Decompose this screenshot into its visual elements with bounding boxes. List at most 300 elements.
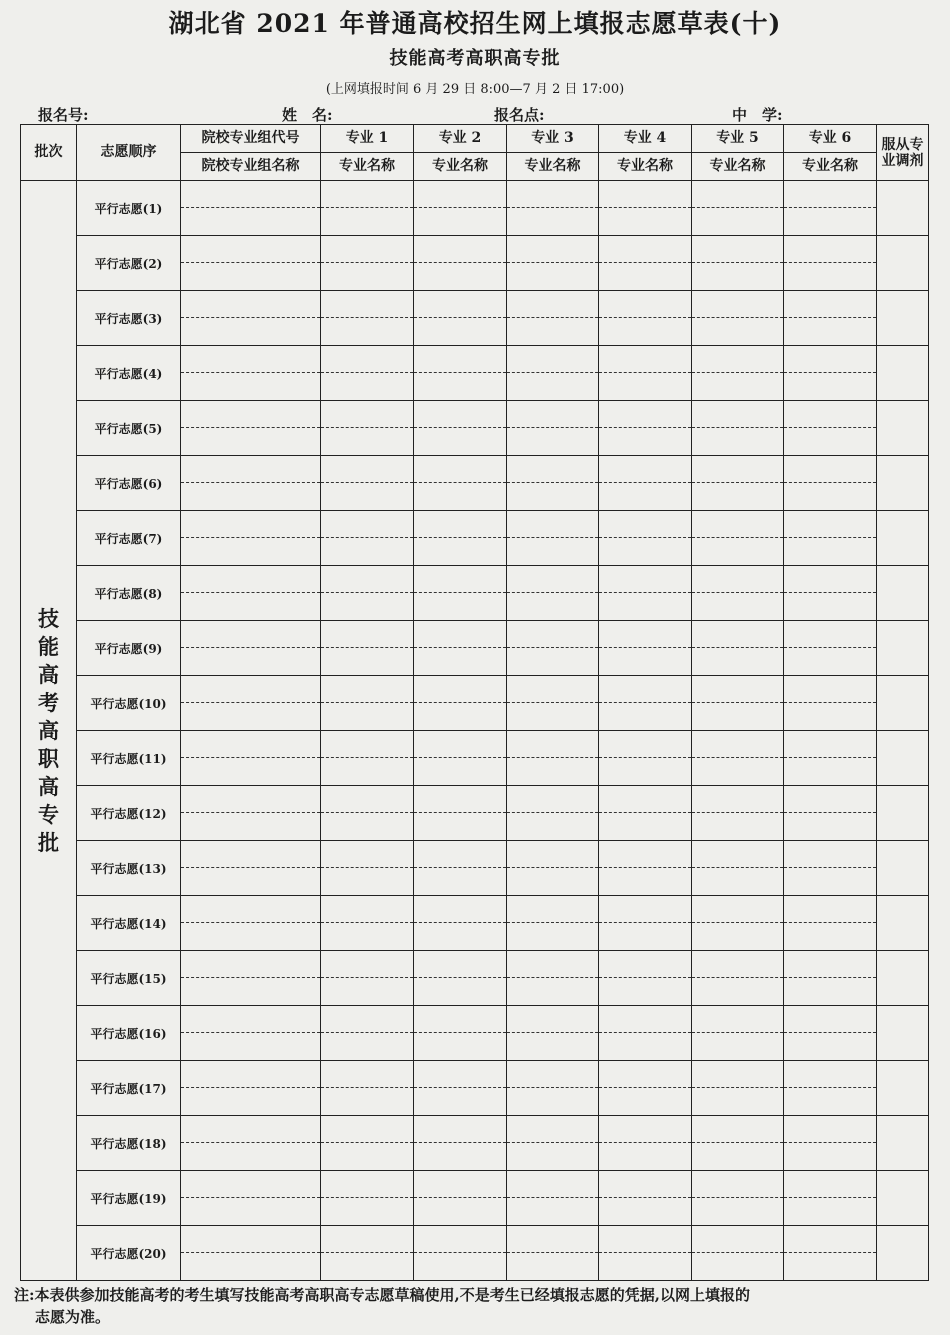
major-code-field[interactable] [692, 1061, 783, 1088]
major-name-field[interactable] [507, 1143, 598, 1170]
group-code-field[interactable] [181, 951, 320, 978]
major-code-field[interactable] [784, 841, 876, 868]
major-code-field[interactable] [507, 731, 598, 758]
major-6-entry-cell[interactable] [784, 841, 877, 896]
major-5-entry-cell[interactable] [692, 841, 784, 896]
major-code-field[interactable] [507, 566, 598, 593]
major-code-field[interactable] [321, 1226, 413, 1253]
major-name-field[interactable] [599, 373, 691, 400]
group-code-field[interactable] [181, 1006, 320, 1033]
major-name-field[interactable] [692, 208, 783, 235]
major-name-field[interactable] [599, 1198, 691, 1225]
major-6-entry-cell[interactable] [784, 401, 877, 456]
major-code-field[interactable] [321, 566, 413, 593]
major-name-field[interactable] [321, 208, 413, 235]
major-code-field[interactable] [414, 896, 506, 923]
group-entry-cell[interactable] [181, 236, 321, 291]
major-3-entry-cell[interactable] [507, 951, 599, 1006]
major-code-field[interactable] [784, 181, 876, 208]
major-code-field[interactable] [784, 456, 876, 483]
major-code-field[interactable] [321, 951, 413, 978]
group-code-field[interactable] [181, 511, 320, 538]
major-name-field[interactable] [507, 483, 598, 510]
major-code-field[interactable] [321, 896, 413, 923]
adjust-field[interactable] [877, 621, 929, 676]
major-code-field[interactable] [599, 896, 691, 923]
major-name-field[interactable] [507, 703, 598, 730]
major-code-field[interactable] [784, 1006, 876, 1033]
major-code-field[interactable] [599, 1171, 691, 1198]
major-6-entry-cell[interactable] [784, 676, 877, 731]
major-name-field[interactable] [321, 1143, 413, 1170]
major-name-field[interactable] [784, 208, 876, 235]
adjust-field[interactable] [877, 291, 929, 346]
major-name-field[interactable] [692, 758, 783, 785]
major-name-field[interactable] [507, 208, 598, 235]
group-name-field[interactable] [181, 648, 320, 675]
major-6-entry-cell[interactable] [784, 731, 877, 786]
major-code-field[interactable] [321, 1061, 413, 1088]
major-6-entry-cell[interactable] [784, 456, 877, 511]
major-code-field[interactable] [321, 676, 413, 703]
major-6-entry-cell[interactable] [784, 896, 877, 951]
major-4-entry-cell[interactable] [599, 1226, 692, 1281]
major-name-field[interactable] [321, 1033, 413, 1060]
major-code-field[interactable] [784, 1226, 876, 1253]
major-name-field[interactable] [692, 703, 783, 730]
major-code-field[interactable] [414, 236, 506, 263]
major-4-entry-cell[interactable] [599, 786, 692, 841]
major-code-field[interactable] [599, 236, 691, 263]
major-code-field[interactable] [784, 1171, 876, 1198]
major-name-field[interactable] [692, 1198, 783, 1225]
major-code-field[interactable] [507, 1171, 598, 1198]
adjust-field[interactable] [877, 346, 929, 401]
major-4-entry-cell[interactable] [599, 346, 692, 401]
major-code-field[interactable] [692, 511, 783, 538]
major-code-field[interactable] [784, 731, 876, 758]
major-4-entry-cell[interactable] [599, 236, 692, 291]
group-code-field[interactable] [181, 786, 320, 813]
major-name-field[interactable] [784, 1088, 876, 1115]
major-3-entry-cell[interactable] [507, 181, 599, 236]
group-entry-cell[interactable] [181, 181, 321, 236]
major-code-field[interactable] [784, 1116, 876, 1143]
group-name-field[interactable] [181, 1143, 320, 1170]
major-6-entry-cell[interactable] [784, 236, 877, 291]
major-name-field[interactable] [321, 1088, 413, 1115]
major-1-entry-cell[interactable] [321, 841, 414, 896]
group-code-field[interactable] [181, 456, 320, 483]
major-code-field[interactable] [321, 401, 413, 428]
major-3-entry-cell[interactable] [507, 1171, 599, 1226]
major-code-field[interactable] [507, 1116, 598, 1143]
major-name-field[interactable] [692, 923, 783, 950]
major-code-field[interactable] [692, 236, 783, 263]
major-name-field[interactable] [599, 428, 691, 455]
group-code-field[interactable] [181, 896, 320, 923]
major-code-field[interactable] [414, 841, 506, 868]
major-name-field[interactable] [692, 428, 783, 455]
major-name-field[interactable] [784, 813, 876, 840]
major-1-entry-cell[interactable] [321, 291, 414, 346]
major-code-field[interactable] [599, 786, 691, 813]
major-name-field[interactable] [784, 1033, 876, 1060]
major-code-field[interactable] [692, 1171, 783, 1198]
adjust-field[interactable] [877, 896, 929, 951]
major-name-field[interactable] [599, 483, 691, 510]
major-name-field[interactable] [784, 1253, 876, 1280]
major-code-field[interactable] [414, 731, 506, 758]
major-1-entry-cell[interactable] [321, 1006, 414, 1061]
major-2-entry-cell[interactable] [414, 1171, 507, 1226]
group-entry-cell[interactable] [181, 1226, 321, 1281]
major-6-entry-cell[interactable] [784, 951, 877, 1006]
major-name-field[interactable] [414, 428, 506, 455]
major-6-entry-cell[interactable] [784, 346, 877, 401]
major-2-entry-cell[interactable] [414, 951, 507, 1006]
major-code-field[interactable] [784, 346, 876, 373]
major-code-field[interactable] [692, 346, 783, 373]
major-code-field[interactable] [784, 951, 876, 978]
major-code-field[interactable] [414, 511, 506, 538]
major-name-field[interactable] [784, 868, 876, 895]
group-name-field[interactable] [181, 538, 320, 565]
major-code-field[interactable] [321, 841, 413, 868]
major-name-field[interactable] [414, 538, 506, 565]
group-name-field[interactable] [181, 923, 320, 950]
major-name-field[interactable] [414, 978, 506, 1005]
major-code-field[interactable] [414, 566, 506, 593]
major-code-field[interactable] [692, 401, 783, 428]
major-name-field[interactable] [599, 593, 691, 620]
group-entry-cell[interactable] [181, 1116, 321, 1171]
major-code-field[interactable] [599, 1226, 691, 1253]
group-code-field[interactable] [181, 291, 320, 318]
major-name-field[interactable] [414, 1033, 506, 1060]
major-name-field[interactable] [692, 648, 783, 675]
major-code-field[interactable] [414, 456, 506, 483]
major-name-field[interactable] [599, 703, 691, 730]
group-entry-cell[interactable] [181, 951, 321, 1006]
major-name-field[interactable] [321, 373, 413, 400]
adjust-field[interactable] [877, 1061, 929, 1116]
major-5-entry-cell[interactable] [692, 291, 784, 346]
major-name-field[interactable] [321, 263, 413, 290]
major-name-field[interactable] [507, 1198, 598, 1225]
major-name-field[interactable] [507, 1033, 598, 1060]
adjust-field[interactable] [877, 1116, 929, 1171]
major-code-field[interactable] [692, 896, 783, 923]
major-name-field[interactable] [414, 703, 506, 730]
major-1-entry-cell[interactable] [321, 731, 414, 786]
major-1-entry-cell[interactable] [321, 1061, 414, 1116]
major-name-field[interactable] [599, 1033, 691, 1060]
group-name-field[interactable] [181, 1088, 320, 1115]
major-name-field[interactable] [321, 758, 413, 785]
major-2-entry-cell[interactable] [414, 456, 507, 511]
major-4-entry-cell[interactable] [599, 1061, 692, 1116]
major-5-entry-cell[interactable] [692, 566, 784, 621]
major-4-entry-cell[interactable] [599, 841, 692, 896]
major-3-entry-cell[interactable] [507, 346, 599, 401]
major-code-field[interactable] [321, 456, 413, 483]
group-name-field[interactable] [181, 1198, 320, 1225]
major-2-entry-cell[interactable] [414, 1226, 507, 1281]
group-code-field[interactable] [181, 1116, 320, 1143]
major-3-entry-cell[interactable] [507, 236, 599, 291]
major-name-field[interactable] [321, 1253, 413, 1280]
adjust-field[interactable] [877, 511, 929, 566]
group-entry-cell[interactable] [181, 676, 321, 731]
major-3-entry-cell[interactable] [507, 511, 599, 566]
major-name-field[interactable] [599, 538, 691, 565]
major-3-entry-cell[interactable] [507, 676, 599, 731]
major-6-entry-cell[interactable] [784, 1061, 877, 1116]
adjust-field[interactable] [877, 566, 929, 621]
major-code-field[interactable] [784, 511, 876, 538]
adjust-field[interactable] [877, 1171, 929, 1226]
major-code-field[interactable] [507, 236, 598, 263]
major-name-field[interactable] [692, 813, 783, 840]
group-entry-cell[interactable] [181, 896, 321, 951]
major-name-field[interactable] [599, 1088, 691, 1115]
major-5-entry-cell[interactable] [692, 1226, 784, 1281]
major-name-field[interactable] [599, 263, 691, 290]
major-name-field[interactable] [784, 923, 876, 950]
group-name-field[interactable] [181, 428, 320, 455]
group-entry-cell[interactable] [181, 1006, 321, 1061]
major-code-field[interactable] [507, 786, 598, 813]
group-entry-cell[interactable] [181, 511, 321, 566]
adjust-field[interactable] [877, 786, 929, 841]
adjust-field[interactable] [877, 841, 929, 896]
major-code-field[interactable] [784, 236, 876, 263]
major-5-entry-cell[interactable] [692, 1061, 784, 1116]
group-name-field[interactable] [181, 318, 320, 345]
major-name-field[interactable] [507, 813, 598, 840]
group-name-field[interactable] [181, 593, 320, 620]
major-6-entry-cell[interactable] [784, 1226, 877, 1281]
group-code-field[interactable] [181, 621, 320, 648]
major-5-entry-cell[interactable] [692, 1171, 784, 1226]
major-1-entry-cell[interactable] [321, 1171, 414, 1226]
major-2-entry-cell[interactable] [414, 401, 507, 456]
group-entry-cell[interactable] [181, 346, 321, 401]
major-name-field[interactable] [321, 978, 413, 1005]
major-code-field[interactable] [784, 566, 876, 593]
major-4-entry-cell[interactable] [599, 676, 692, 731]
major-name-field[interactable] [784, 593, 876, 620]
adjust-field[interactable] [877, 401, 929, 456]
major-name-field[interactable] [414, 648, 506, 675]
major-4-entry-cell[interactable] [599, 951, 692, 1006]
major-name-field[interactable] [599, 208, 691, 235]
major-code-field[interactable] [507, 676, 598, 703]
major-name-field[interactable] [507, 758, 598, 785]
major-code-field[interactable] [599, 181, 691, 208]
major-1-entry-cell[interactable] [321, 456, 414, 511]
major-code-field[interactable] [507, 841, 598, 868]
major-2-entry-cell[interactable] [414, 896, 507, 951]
major-code-field[interactable] [321, 346, 413, 373]
major-1-entry-cell[interactable] [321, 1226, 414, 1281]
major-name-field[interactable] [692, 1253, 783, 1280]
major-name-field[interactable] [507, 593, 598, 620]
major-code-field[interactable] [784, 621, 876, 648]
major-4-entry-cell[interactable] [599, 1116, 692, 1171]
major-3-entry-cell[interactable] [507, 786, 599, 841]
major-name-field[interactable] [599, 758, 691, 785]
major-name-field[interactable] [692, 538, 783, 565]
major-code-field[interactable] [321, 1006, 413, 1033]
group-code-field[interactable] [181, 181, 320, 208]
major-name-field[interactable] [321, 648, 413, 675]
major-code-field[interactable] [414, 1116, 506, 1143]
major-1-entry-cell[interactable] [321, 236, 414, 291]
major-code-field[interactable] [414, 676, 506, 703]
group-entry-cell[interactable] [181, 291, 321, 346]
major-name-field[interactable] [321, 318, 413, 345]
major-name-field[interactable] [692, 318, 783, 345]
major-name-field[interactable] [784, 483, 876, 510]
major-4-entry-cell[interactable] [599, 291, 692, 346]
major-code-field[interactable] [321, 1116, 413, 1143]
major-5-entry-cell[interactable] [692, 511, 784, 566]
major-name-field[interactable] [414, 373, 506, 400]
major-name-field[interactable] [784, 263, 876, 290]
major-3-entry-cell[interactable] [507, 456, 599, 511]
major-name-field[interactable] [507, 538, 598, 565]
group-code-field[interactable] [181, 1061, 320, 1088]
major-code-field[interactable] [599, 841, 691, 868]
major-code-field[interactable] [507, 401, 598, 428]
major-name-field[interactable] [784, 428, 876, 455]
group-entry-cell[interactable] [181, 401, 321, 456]
major-5-entry-cell[interactable] [692, 401, 784, 456]
major-3-entry-cell[interactable] [507, 291, 599, 346]
major-name-field[interactable] [784, 1198, 876, 1225]
major-code-field[interactable] [692, 731, 783, 758]
major-name-field[interactable] [599, 648, 691, 675]
major-2-entry-cell[interactable] [414, 676, 507, 731]
major-code-field[interactable] [321, 181, 413, 208]
major-code-field[interactable] [692, 841, 783, 868]
major-code-field[interactable] [321, 511, 413, 538]
major-name-field[interactable] [414, 593, 506, 620]
group-name-field[interactable] [181, 483, 320, 510]
group-entry-cell[interactable] [181, 1061, 321, 1116]
major-3-entry-cell[interactable] [507, 1061, 599, 1116]
major-3-entry-cell[interactable] [507, 621, 599, 676]
major-code-field[interactable] [784, 1061, 876, 1088]
major-code-field[interactable] [599, 566, 691, 593]
major-code-field[interactable] [414, 401, 506, 428]
group-name-field[interactable] [181, 373, 320, 400]
group-entry-cell[interactable] [181, 566, 321, 621]
major-3-entry-cell[interactable] [507, 1006, 599, 1061]
group-code-field[interactable] [181, 236, 320, 263]
major-2-entry-cell[interactable] [414, 291, 507, 346]
major-name-field[interactable] [414, 318, 506, 345]
major-6-entry-cell[interactable] [784, 1116, 877, 1171]
major-4-entry-cell[interactable] [599, 896, 692, 951]
adjust-field[interactable] [877, 236, 929, 291]
major-code-field[interactable] [414, 1226, 506, 1253]
major-name-field[interactable] [599, 868, 691, 895]
group-code-field[interactable] [181, 1171, 320, 1198]
major-code-field[interactable] [507, 1226, 598, 1253]
major-5-entry-cell[interactable] [692, 456, 784, 511]
major-code-field[interactable] [599, 621, 691, 648]
major-name-field[interactable] [507, 648, 598, 675]
major-6-entry-cell[interactable] [784, 1006, 877, 1061]
major-2-entry-cell[interactable] [414, 786, 507, 841]
major-3-entry-cell[interactable] [507, 401, 599, 456]
major-name-field[interactable] [507, 318, 598, 345]
group-code-field[interactable] [181, 841, 320, 868]
major-1-entry-cell[interactable] [321, 511, 414, 566]
major-code-field[interactable] [321, 236, 413, 263]
major-6-entry-cell[interactable] [784, 181, 877, 236]
major-name-field[interactable] [507, 868, 598, 895]
major-name-field[interactable] [321, 813, 413, 840]
major-3-entry-cell[interactable] [507, 1226, 599, 1281]
major-name-field[interactable] [692, 978, 783, 1005]
major-2-entry-cell[interactable] [414, 1116, 507, 1171]
major-5-entry-cell[interactable] [692, 676, 784, 731]
major-2-entry-cell[interactable] [414, 181, 507, 236]
major-2-entry-cell[interactable] [414, 346, 507, 401]
major-code-field[interactable] [784, 401, 876, 428]
major-1-entry-cell[interactable] [321, 566, 414, 621]
major-code-field[interactable] [692, 1116, 783, 1143]
major-code-field[interactable] [507, 456, 598, 483]
major-name-field[interactable] [321, 593, 413, 620]
major-6-entry-cell[interactable] [784, 1171, 877, 1226]
group-entry-cell[interactable] [181, 731, 321, 786]
major-4-entry-cell[interactable] [599, 621, 692, 676]
major-code-field[interactable] [692, 181, 783, 208]
major-2-entry-cell[interactable] [414, 566, 507, 621]
major-code-field[interactable] [321, 786, 413, 813]
major-code-field[interactable] [321, 1171, 413, 1198]
major-3-entry-cell[interactable] [507, 566, 599, 621]
group-name-field[interactable] [181, 703, 320, 730]
major-5-entry-cell[interactable] [692, 731, 784, 786]
major-name-field[interactable] [784, 318, 876, 345]
major-name-field[interactable] [692, 483, 783, 510]
major-name-field[interactable] [321, 703, 413, 730]
major-code-field[interactable] [414, 346, 506, 373]
major-code-field[interactable] [692, 566, 783, 593]
major-5-entry-cell[interactable] [692, 951, 784, 1006]
major-code-field[interactable] [599, 346, 691, 373]
major-1-entry-cell[interactable] [321, 896, 414, 951]
major-name-field[interactable] [784, 758, 876, 785]
major-3-entry-cell[interactable] [507, 841, 599, 896]
major-code-field[interactable] [599, 676, 691, 703]
major-name-field[interactable] [692, 1088, 783, 1115]
major-1-entry-cell[interactable] [321, 786, 414, 841]
group-name-field[interactable] [181, 208, 320, 235]
major-6-entry-cell[interactable] [784, 621, 877, 676]
major-code-field[interactable] [692, 786, 783, 813]
major-name-field[interactable] [321, 538, 413, 565]
major-name-field[interactable] [784, 648, 876, 675]
major-4-entry-cell[interactable] [599, 731, 692, 786]
major-name-field[interactable] [692, 868, 783, 895]
